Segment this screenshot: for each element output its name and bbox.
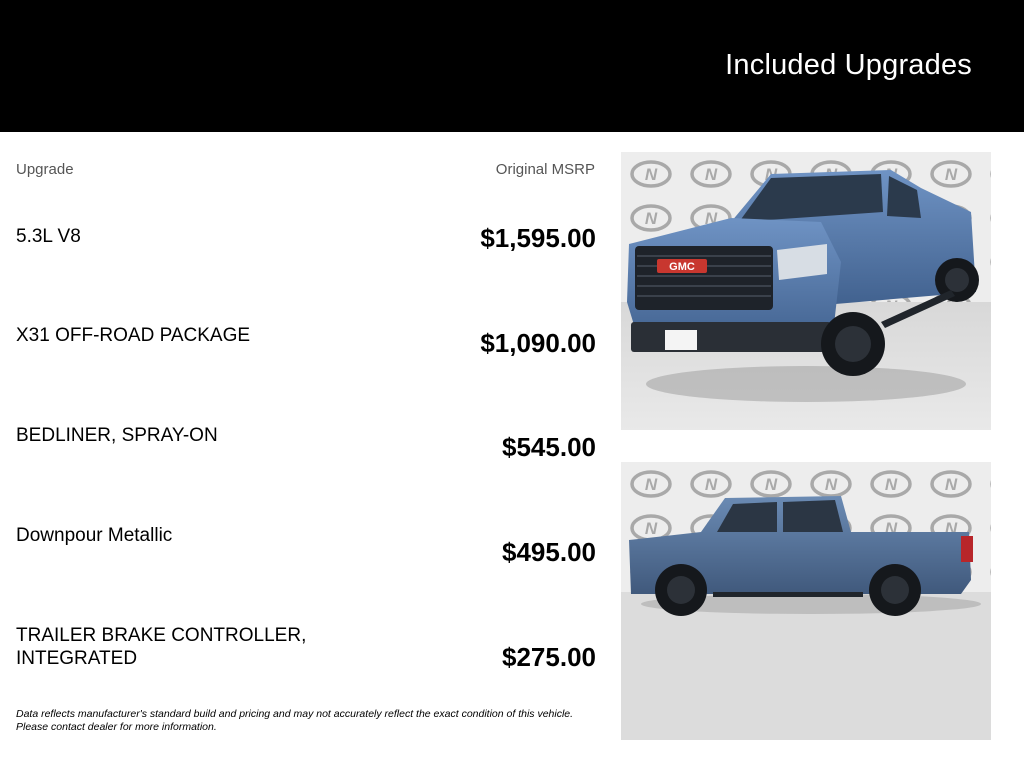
upgrade-row: [16, 624, 596, 684]
upgrade-row: [16, 324, 596, 384]
page-header: [0, 0, 1024, 132]
upgrade-price: $1,090.00: [480, 328, 596, 358]
upgrade-row: [16, 424, 596, 484]
upgrade-price: $545.00: [502, 432, 596, 462]
upgrade-price: $1,595.00: [480, 223, 596, 253]
upgrade-column-header: Upgrade: [16, 161, 74, 178]
disclaimer-text: Data reflects manufacturer's standard build and pricing and may not accurately reflect the exact condition of this vehicle. Please contact dealer for more information.: [16, 708, 574, 733]
upgrade-price: $275.00: [502, 642, 596, 672]
upgrade-name: Downpour Metallic: [16, 525, 173, 546]
upgrade-name: TRAILER BRAKE CONTROLLER, INTEGRATED: [16, 625, 307, 669]
upgrade-row: [16, 524, 596, 584]
svg-text:GMC: GMC: [669, 261, 695, 273]
upgrade-price: $495.00: [502, 537, 596, 567]
msrp-column-header: Original MSRP: [495, 161, 595, 178]
upgrade-name: X31 OFF-ROAD PACKAGE: [16, 325, 251, 346]
upgrade-name: 5.3L V8: [16, 226, 81, 247]
upgrade-row: [16, 225, 596, 285]
truck-side-photo: [621, 462, 991, 740]
upgrade-name: BEDLINER, SPRAY-ON: [16, 425, 218, 446]
page-title: Included Upgrades: [725, 49, 972, 81]
truck-front-photo: [621, 152, 991, 430]
